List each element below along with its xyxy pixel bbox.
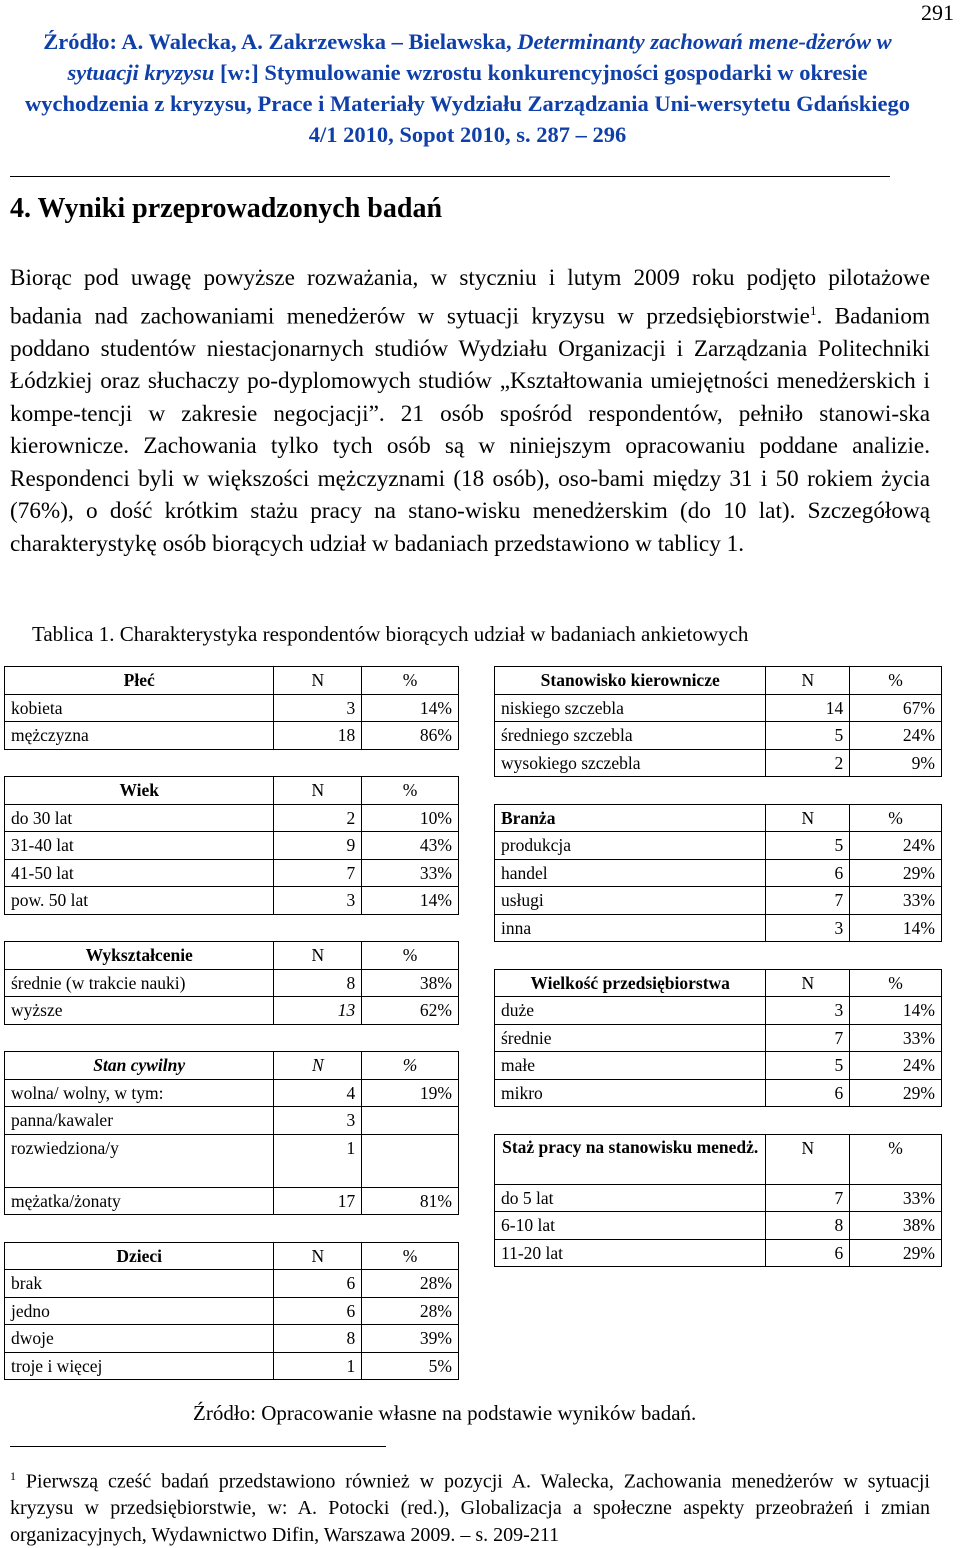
footnote-text: Pierwszą cześć badań przedstawiono również w pozycji A. Walecka, Zachowania menedżerów w sytuacji kryzysu w przedsiębiorstwie, w: A. Potocki (red.), Globalizacja a społeczne aspekty przeobrażeń i zmian organizacyjnych, Wydawnictwo Difin, Warszawa 2009. – s. 209-211 — [10, 1470, 930, 1546]
row-pct: 24% — [850, 1052, 942, 1080]
row-label: dwoje — [5, 1325, 274, 1353]
body-paragraph — [10, 262, 930, 560]
table-row — [495, 832, 942, 860]
row-pct: 62% — [362, 997, 459, 1025]
row-n: 2 — [274, 804, 362, 832]
col-n: N — [766, 1134, 850, 1184]
col-pct: % — [362, 667, 459, 695]
row-pct: 14% — [362, 694, 459, 722]
table-row — [5, 1134, 459, 1187]
row-n: 1 — [274, 1352, 362, 1380]
table-header-wyksztalcenie: Wykształcenie — [5, 942, 274, 970]
col-pct: % — [850, 804, 942, 832]
row-pct: 28% — [362, 1270, 459, 1298]
row-pct: 24% — [850, 722, 942, 750]
table-row — [495, 1052, 942, 1080]
col-n: N — [766, 804, 850, 832]
row-pct: 33% — [850, 1184, 942, 1212]
table-header-plec: Płeć — [5, 667, 274, 695]
table-row — [495, 887, 942, 915]
row-pct: 43% — [362, 832, 459, 860]
row-pct: 29% — [850, 1239, 942, 1267]
row-n: 6 — [766, 1239, 850, 1267]
table-row — [495, 1024, 942, 1052]
table-row — [5, 1187, 459, 1215]
source-citation-header — [10, 26, 925, 150]
col-n: N — [274, 777, 362, 805]
table-row — [5, 722, 459, 750]
row-n: 5 — [766, 1052, 850, 1080]
row-n: 3 — [766, 914, 850, 942]
row-pct: 81% — [362, 1187, 459, 1215]
table-row — [5, 887, 459, 915]
row-n: 3 — [766, 997, 850, 1025]
row-pct: 29% — [850, 1079, 942, 1107]
table-row — [5, 969, 459, 997]
row-pct: 28% — [362, 1297, 459, 1325]
col-n: N — [274, 1242, 362, 1270]
row-pct: 29% — [850, 859, 942, 887]
row-pct: 9% — [850, 749, 942, 777]
table-row — [495, 1212, 942, 1240]
row-label: średniego szczebla — [495, 722, 766, 750]
row-label: rozwiedziona/y — [5, 1134, 274, 1187]
row-n: 5 — [766, 832, 850, 860]
col-pct: % — [362, 1052, 459, 1080]
row-n: 14 — [766, 694, 850, 722]
col-n: N — [766, 667, 850, 695]
table-row — [495, 914, 942, 942]
row-label: do 5 lat — [495, 1184, 766, 1212]
table-row — [5, 1079, 459, 1107]
row-n: 8 — [274, 1325, 362, 1353]
table-caption: Tablica 1. Charakterystyka respondentów biorących udział w badaniach ankietowych — [32, 622, 749, 646]
col-n: N — [274, 942, 362, 970]
table-row — [5, 832, 459, 860]
col-n: N — [274, 667, 362, 695]
table-row — [495, 859, 942, 887]
table-row — [495, 722, 942, 750]
row-label: usługi — [495, 887, 766, 915]
footnote — [10, 1463, 930, 1548]
row-label: wolna/ wolny, w tym: — [5, 1079, 274, 1107]
row-label: 31-40 lat — [5, 832, 274, 860]
row-label: kobieta — [5, 694, 274, 722]
row-label: wyższe — [5, 997, 274, 1025]
respondents-table-right — [494, 666, 942, 1267]
row-label: jedno — [5, 1297, 274, 1325]
row-label: pow. 50 lat — [5, 887, 274, 915]
row-pct: 86% — [362, 722, 459, 750]
table-row — [495, 694, 942, 722]
row-label: panna/kawaler — [5, 1107, 274, 1135]
row-label: brak — [5, 1270, 274, 1298]
row-n: 18 — [274, 722, 362, 750]
row-label: troje i więcej — [5, 1352, 274, 1380]
row-label: średnie (w trakcie nauki) — [5, 969, 274, 997]
table-row — [5, 997, 459, 1025]
row-n: 8 — [274, 969, 362, 997]
table-row — [5, 859, 459, 887]
table-header-wielkosc: Wielkość przedsiębiorstwa — [495, 969, 766, 997]
row-pct: 14% — [362, 887, 459, 915]
row-pct: 39% — [362, 1325, 459, 1353]
row-n: 6 — [274, 1297, 362, 1325]
footnote-number: 1 — [10, 1469, 16, 1483]
row-label: 41-50 lat — [5, 859, 274, 887]
row-label: mikro — [495, 1079, 766, 1107]
row-label: średnie — [495, 1024, 766, 1052]
source-suffix: [w:] Stymulowanie wzrostu konkurencyjności gospodarki w okresie wychodzenia z kryzysu, Prace i Materiały Wydziału Zarządzania Uni-wersytetu Gdańskiego 4/1 2010, Sopot 2010, s. 287 – 296 — [25, 60, 910, 147]
table-row — [5, 1270, 459, 1298]
row-pct: 38% — [850, 1212, 942, 1240]
table-row — [5, 1325, 459, 1353]
footnote-ref: 1 — [809, 302, 817, 318]
row-pct: 14% — [850, 914, 942, 942]
table-header-wiek: Wiek — [5, 777, 274, 805]
table-row — [5, 1352, 459, 1380]
table-header-stan-cywilny: Stan cywilny — [5, 1052, 274, 1080]
row-n: 3 — [274, 1107, 362, 1135]
row-n: 8 — [766, 1212, 850, 1240]
row-n: 4 — [274, 1079, 362, 1107]
row-n: 9 — [274, 832, 362, 860]
row-label: niskiego szczebla — [495, 694, 766, 722]
row-n: 7 — [274, 859, 362, 887]
row-n: 1 — [274, 1134, 362, 1187]
table-row — [495, 1239, 942, 1267]
row-n: 2 — [766, 749, 850, 777]
row-label: 11-20 lat — [495, 1239, 766, 1267]
row-label: inna — [495, 914, 766, 942]
row-pct: 24% — [850, 832, 942, 860]
row-n: 6 — [766, 859, 850, 887]
col-pct: % — [362, 1242, 459, 1270]
row-n: 13 — [274, 997, 362, 1025]
table-row — [495, 997, 942, 1025]
row-label: handel — [495, 859, 766, 887]
paragraph-part-2: . Badaniom poddano studentów niestacjonarnych studiów Wydziału Organizacji i Zarządzania Politechniki Łódzkiej oraz słuchaczy po-dyplomowych studiów „Kształtowania umiejętności menedżerskich i kompe-tencji w zakresie negocjacji”. 21 osób spośród respondentów, pełniło stanowi-ska kierownicze. Zachowania tylko tych osób są w niniejszym opracowaniu poddane analizie. Respondenci byli w większości mężczyznami (18 osób), oso-bami między 31 i 50 rokiem życia (76%), o dość krótkim stażu pracy na stano-wisku menedżerskim (do 10 lat). Szczegółową charakterystykę osób biorących udział w badaniach przedstawiono w tablicy 1. — [10, 303, 930, 557]
row-label: mężczyzna — [5, 722, 274, 750]
row-pct: 19% — [362, 1079, 459, 1107]
respondents-table-left — [4, 666, 459, 1380]
table-header-stanowisko: Stanowisko kierownicze — [495, 667, 766, 695]
row-pct: 5% — [362, 1352, 459, 1380]
row-pct: 38% — [362, 969, 459, 997]
row-label: produkcja — [495, 832, 766, 860]
row-n: 7 — [766, 1024, 850, 1052]
row-n: 17 — [274, 1187, 362, 1215]
row-pct: 33% — [850, 1024, 942, 1052]
row-n: 7 — [766, 1184, 850, 1212]
table-row — [495, 1184, 942, 1212]
row-pct — [362, 1107, 459, 1135]
table-row — [5, 1297, 459, 1325]
table-header-staz: Staż pracy na stanowisku menedż. — [495, 1134, 766, 1184]
source-prefix: Źródło: A. Walecka, A. Zakrzewska – Bielawska, — [43, 29, 518, 54]
row-label: do 30 lat — [5, 804, 274, 832]
col-pct: % — [362, 942, 459, 970]
paragraph-part-1: Biorąc pod uwagę powyższe rozważania, w styczniu i lutym 2009 roku podjęto pilotażowe badania nad zachowaniami menedżerów w sytuacji kryzysu w przedsiębiorstwie — [10, 265, 930, 330]
row-pct: 67% — [850, 694, 942, 722]
col-n: N — [274, 1052, 362, 1080]
row-n: 7 — [766, 887, 850, 915]
table-source-note: Źródło: Opracowanie własne na podstawie wyników badań. — [193, 1401, 697, 1425]
section-title: 4. Wyniki przeprowadzonych badań — [10, 193, 443, 224]
col-pct: % — [850, 1134, 942, 1184]
col-pct: % — [850, 969, 942, 997]
col-pct: % — [850, 667, 942, 695]
footnote-rule — [10, 1446, 386, 1447]
col-n: N — [766, 969, 850, 997]
row-n: 3 — [274, 694, 362, 722]
row-label: duże — [495, 997, 766, 1025]
row-pct — [362, 1134, 459, 1187]
table-header-branza: Branża — [495, 804, 766, 832]
col-pct: % — [362, 777, 459, 805]
source-title: Determinanty zachowań mene-dżerów w sytuacji kryzysu — [67, 29, 892, 85]
table-row — [5, 804, 459, 832]
row-label: wysokiego szczebla — [495, 749, 766, 777]
row-pct: 14% — [850, 997, 942, 1025]
row-n: 5 — [766, 722, 850, 750]
row-pct: 33% — [362, 859, 459, 887]
row-label: małe — [495, 1052, 766, 1080]
table-row — [5, 1107, 459, 1135]
page-number: 291 — [921, 0, 954, 25]
header-rule — [10, 176, 890, 177]
row-n: 6 — [274, 1270, 362, 1298]
row-n: 6 — [766, 1079, 850, 1107]
table-row — [495, 749, 942, 777]
row-n: 3 — [274, 887, 362, 915]
table-header-dzieci: Dzieci — [5, 1242, 274, 1270]
table-row — [5, 694, 459, 722]
row-label: 6-10 lat — [495, 1212, 766, 1240]
row-pct: 33% — [850, 887, 942, 915]
row-label: mężatka/żonaty — [5, 1187, 274, 1215]
row-pct: 10% — [362, 804, 459, 832]
table-row — [495, 1079, 942, 1107]
